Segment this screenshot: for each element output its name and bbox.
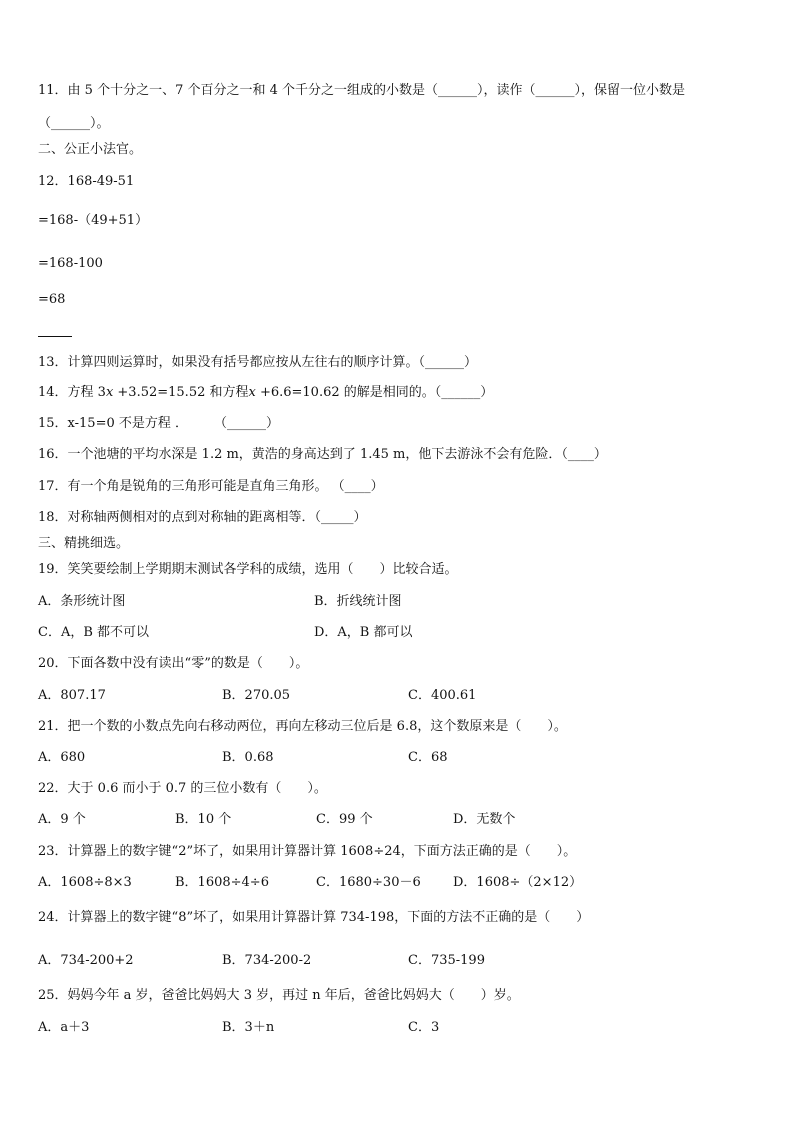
q20-option-c[interactable]: C．400.61 — [408, 688, 477, 703]
question-11-line2: （______）。 — [38, 116, 110, 131]
q19-option-b[interactable]: B．折线统计图 — [314, 594, 402, 609]
q24-option-c[interactable]: C．735-199 — [408, 953, 485, 968]
question-12-step1: =168-（49+51） — [38, 213, 149, 228]
question-13: 13．计算四则运算时，如果没有括号都应按从左往右的顺序计算。（______） — [38, 355, 478, 370]
q22-option-b[interactable]: B．10 个 — [175, 812, 232, 827]
question-20: 20．下面各数中没有读出“零”的数是（ ）。 — [38, 656, 309, 671]
question-15: 15．x-15=0 不是方程 ． （______） — [38, 416, 280, 431]
q22-option-a[interactable]: A．9 个 — [38, 812, 86, 827]
q19-option-c[interactable]: C．A，B 都不可以 — [38, 625, 150, 640]
section-2-heading: 二、公正小法官。 — [38, 142, 143, 157]
question-12-step3: =68 — [38, 292, 66, 307]
question-12-step2: =168-100 — [38, 256, 103, 271]
question-18: 18．对称轴两侧相对的点到对称轴的距离相等．（_____） — [38, 510, 367, 525]
q25-option-b[interactable]: B．3＋n — [222, 1020, 275, 1035]
question-14: 14．方程 3𝑥 +3.52=15.52 和方程𝑥 +6.6=10.62 的解是相同的。（______） — [38, 385, 494, 400]
question-21: 21．把一个数的小数点先向右移动两位，再向左移动三位后是 6.8，这个数原来是（ ）。 — [38, 719, 567, 734]
question-16: 16．一个池塘的平均水深是 1.2 m，黄浩的身高达到了 1.45 m，他下去游泳不会有危险．（____） — [38, 447, 607, 462]
q24-option-b[interactable]: B．734-200-2 — [222, 953, 312, 968]
q25-option-a[interactable]: A．a＋3 — [38, 1020, 90, 1035]
question-23: 23．计算器上的数字键“2”坏了，如果用计算器计算 1608÷24，下面方法正确的是（ ）。 — [38, 844, 577, 859]
q21-option-c[interactable]: C．68 — [408, 750, 448, 765]
q23-option-d[interactable]: D．1608÷（2×12） — [453, 875, 583, 890]
answer-line — [38, 336, 72, 337]
question-11-line1: 11．由 5 个十分之一、7 个百分之一和 4 个千分之一组成的小数是（______），读作（______），保留一位小数是 — [38, 83, 686, 98]
q23-option-a[interactable]: A．1608÷8×3 — [38, 875, 132, 890]
question-22: 22．大于 0.6 而小于 0.7 的三位小数有（ ）。 — [38, 781, 327, 796]
q19-option-a[interactable]: A．条形统计图 — [38, 594, 126, 609]
question-17: 17．有一个角是锐角的三角形可能是直角三角形。 （____） — [38, 479, 384, 494]
q20-option-a[interactable]: A．807.17 — [38, 688, 106, 703]
q22-option-d[interactable]: D．无数个 — [453, 812, 516, 827]
q24-option-a[interactable]: A．734-200+2 — [38, 953, 134, 968]
q25-option-c[interactable]: C．3 — [408, 1020, 440, 1035]
q23-option-b[interactable]: B．1608÷4÷6 — [175, 875, 269, 890]
question-12: 12．168-49-51 — [38, 174, 135, 189]
q21-option-b[interactable]: B．0.68 — [222, 750, 274, 765]
q20-option-b[interactable]: B．270.05 — [222, 688, 291, 703]
question-25: 25．妈妈今年 a 岁，爸爸比妈妈大 3 岁，再过 n 年后，爸爸比妈妈大（ ）岁。 — [38, 988, 520, 1003]
q23-option-c[interactable]: C．1680÷30－6 — [316, 875, 421, 890]
section-3-heading: 三、精挑细选。 — [38, 536, 130, 551]
q22-option-c[interactable]: C．99 个 — [316, 812, 373, 827]
question-24: 24．计算器上的数字键“8”坏了，如果用计算器计算 734-198，下面的方法不正确的是（ ） — [38, 910, 590, 925]
q19-option-d[interactable]: D．A，B 都可以 — [314, 625, 413, 640]
question-19: 19．笑笑要绘制上学期期末测试各学科的成绩，选用（ ）比较合适。 — [38, 562, 458, 577]
q21-option-a[interactable]: A．680 — [38, 750, 86, 765]
